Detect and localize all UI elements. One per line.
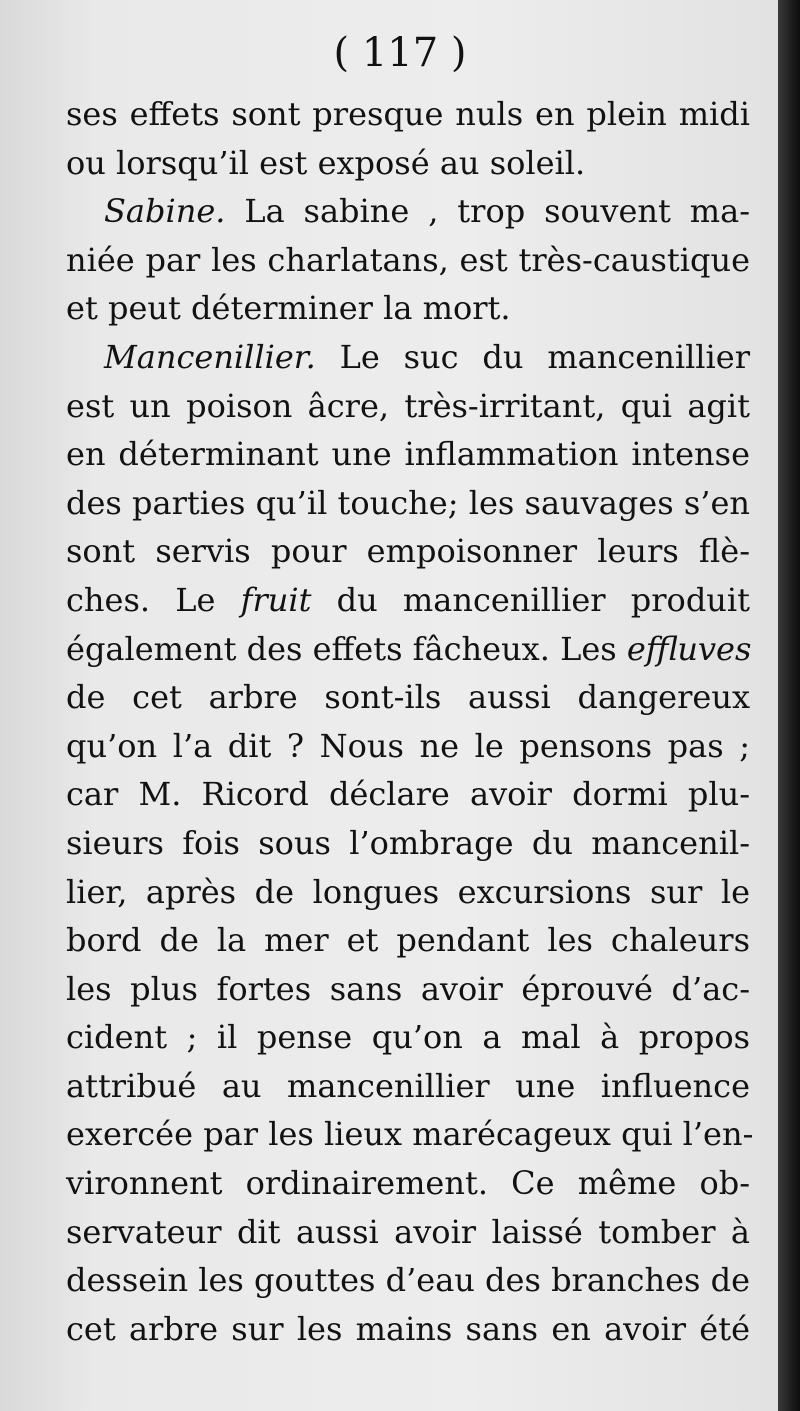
text-span: sont servis pour empoisonner leurs flè- (66, 532, 750, 571)
text-span: car M. Ricord déclare avoir dormi plu- (66, 775, 750, 814)
text-span: exercée par les lieux marécageux qui l’en- (66, 1115, 754, 1154)
italic-term: Mancenillier. (104, 337, 316, 376)
text-line (66, 90, 750, 139)
text-span: Le suc du mancenillier (315, 337, 750, 376)
italic-term: Sabine. (104, 192, 226, 231)
text-span: ou lorsqu’il est exposé au soleil. (66, 143, 586, 182)
text-line (66, 1305, 750, 1354)
text-span: sieurs fois sous l’ombrage du mancenil- (66, 823, 750, 862)
text-span: servateur dit aussi avoir laissé tomber à (66, 1212, 750, 1251)
text-line (66, 187, 750, 236)
page-number: ( 117 ) (333, 30, 467, 76)
text-line (66, 1110, 754, 1159)
text-span: niée par les charlatans, est très-caustique (66, 240, 750, 279)
text-span: attribué au mancenillier une influence (66, 1066, 750, 1105)
text-line (66, 236, 750, 285)
text-span: est un poison âcre, très-irritant, qui agit (66, 386, 750, 425)
text-span: cident ; il pense qu’on a mal à propos (66, 1018, 750, 1057)
text-line (66, 1256, 750, 1305)
text-span: les plus fortes sans avoir éprouvé d’ac- (66, 969, 750, 1008)
text-span: qu’on l’a dit ? Nous ne le pensons pas ; (66, 726, 750, 765)
text-line (66, 1062, 750, 1111)
text-line (66, 479, 750, 528)
text-line (66, 625, 750, 674)
text-span: de cet arbre sont-ils aussi dangereux (66, 678, 750, 717)
text-span: des parties qu’il touche; les sauvages s’en (66, 483, 750, 522)
text-line (66, 770, 750, 819)
text-line (66, 333, 750, 382)
text-line (66, 382, 750, 431)
text-span: en déterminant une inflammation intense (66, 435, 750, 474)
text-span: vironnent ordinairement. Ce même ob- (66, 1164, 750, 1203)
text-line (66, 1013, 750, 1062)
body-text (66, 90, 754, 1353)
text-line (66, 139, 750, 188)
text-line (66, 673, 750, 722)
text-line (66, 819, 750, 868)
text-line (66, 527, 750, 576)
text-span: cet arbre sur les mains sans en avoir été (66, 1309, 750, 1348)
italic-term: effluves (626, 629, 752, 668)
text-span: lier, après de longues excursions sur le (66, 872, 750, 911)
text-span: du mancenillier produit (311, 580, 751, 619)
text-line (66, 868, 750, 917)
text-line (66, 916, 750, 965)
page-edge-shadow (778, 0, 800, 1411)
text-line (66, 965, 750, 1014)
text-line (66, 1159, 750, 1208)
text-span: bord de la mer et pendant les chaleurs (66, 921, 750, 960)
text-line (66, 576, 750, 625)
text-span: dessein les gouttes d’eau des branches de (66, 1261, 751, 1300)
text-span: ches. Le (66, 580, 241, 619)
text-line (66, 1208, 750, 1257)
text-span: et peut déterminer la mort. (66, 289, 511, 328)
text-line (66, 722, 750, 771)
italic-term: fruit (240, 580, 312, 619)
text-span: également des effets fâcheux. Les (66, 629, 627, 668)
text-line (66, 430, 750, 479)
text-line (66, 284, 750, 333)
text-span: ses effets sont presque nuls en plein midi (66, 95, 750, 133)
text-span: La sabine , trop souvent ma- (225, 192, 750, 231)
